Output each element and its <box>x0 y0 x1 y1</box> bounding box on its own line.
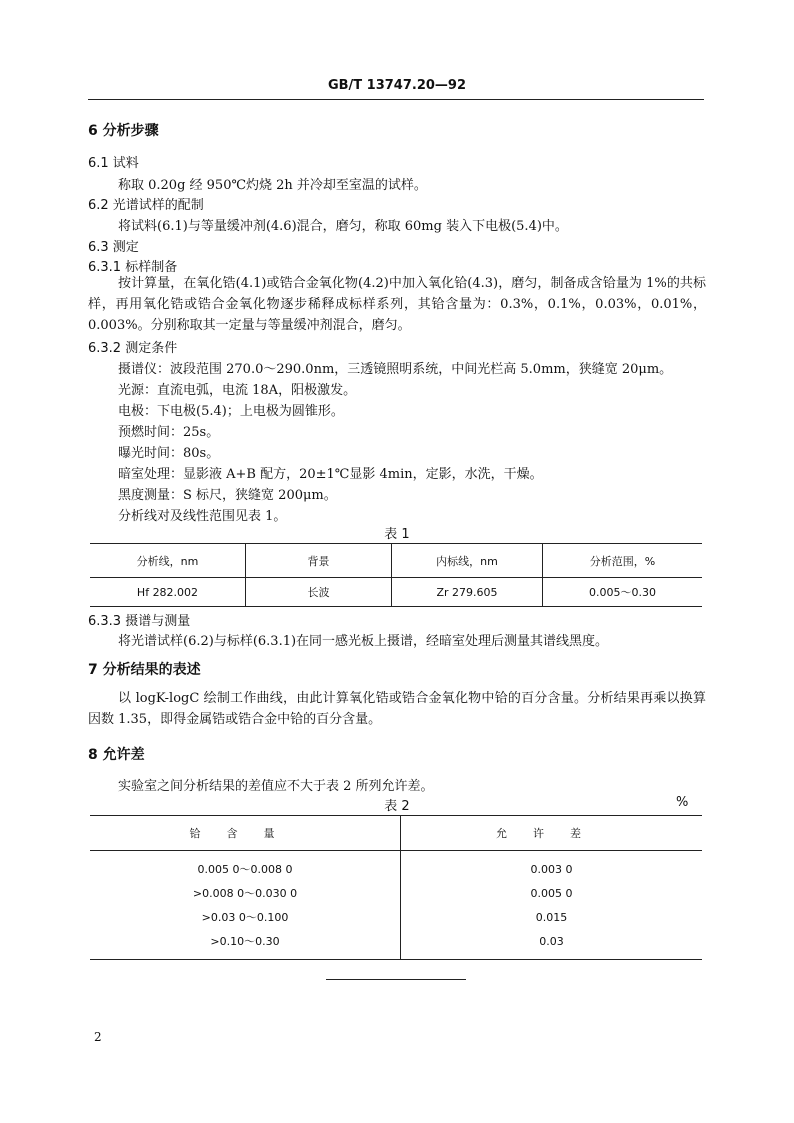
table-cell: 长波 <box>246 578 392 607</box>
table-cell: 0.03 <box>401 929 703 960</box>
table-2-caption: 表 2 <box>384 799 410 814</box>
section-6-3-3-title: 6.3.3 摄谱与测量 <box>88 614 191 629</box>
condition-line: 光源：直流电弧，电流 18A，阳极激发。 <box>118 383 357 398</box>
section-6-3-title: 6.3 测定 <box>88 240 139 255</box>
table-cell: 0.015 <box>401 905 703 929</box>
table-1 <box>90 543 702 607</box>
table-row <box>90 929 702 960</box>
end-rule <box>326 979 466 980</box>
table-header-row <box>90 544 702 578</box>
section-8-title: 8 允许差 <box>88 747 145 763</box>
section-7-text: 以 logK-logC 绘制工作曲线，由此计算氧化锆或锆合金氧化物中铪的百分含量。分析结果再乘以换算因数 1.35，即得金属锆或锆合金中铪的百分含量。 <box>88 691 706 727</box>
condition-line: 摄谱仪：波段范围 270.0～290.0nm，三透镜照明系统，中间光栏高 5.0mm，狭缝宽 20μm。 <box>118 362 673 377</box>
table-row <box>90 881 702 905</box>
table-2 <box>90 815 702 960</box>
section-6-2-text: 将试料(6.1)与等量缓冲剂(4.6)混合，磨匀，称取 60mg 装入下电极(5.4)中。 <box>118 219 568 234</box>
table-cell: Hf 282.002 <box>136 585 199 599</box>
condition-line: 预燃时间：25s。 <box>118 425 220 440</box>
section-6-1-text: 称取 0.20g 经 950℃灼烧 2h 并冷却至室温的试样。 <box>118 178 427 193</box>
table-cell: >0.03 0～0.100 <box>201 911 289 924</box>
section-6-3-1-text: 按计算量，在氧化锆(4.1)或锆合金氧化物(4.2)中加入氧化铪(4.3)，磨匀，制备成含铪量为 1%的共标样，再用氧化锆或锆合金氧化物逐步稀释成标样系列，其铪含量为：0.3%，0.1%，0.03%，0.01%，0.003%。分别称取其一定量与等量缓冲剂混合，磨匀。 <box>88 276 706 333</box>
page-number: 2 <box>94 1030 102 1044</box>
section-8-text: 实验室之间分析结果的差值应不大于表 2 所列允许差。 <box>118 779 434 794</box>
table-cell: Zr 279.605 <box>392 578 543 607</box>
section-6-3-2-title: 6.3.2 测定条件 <box>88 341 178 356</box>
column-header: 分析线，nm <box>90 544 246 578</box>
condition-line: 分析线对及线性范围见表 1。 <box>118 509 287 524</box>
column-header: 内标线，nm <box>392 544 543 578</box>
section-6-3-3-text: 将光谱试样(6.2)与标样(6.3.1)在同一感光板上摄谱，经暗室处理后测量其谱线黑度。 <box>118 634 609 649</box>
section-6-2-title: 6.2 光谱试样的配制 <box>88 198 204 213</box>
column-header: 允许差 <box>401 816 703 851</box>
section-7-title: 7 分析结果的表述 <box>88 662 201 678</box>
table-cell: 0.005 0～0.008 0 <box>197 863 293 876</box>
page-header-code: GB/T 13747.20—92 <box>327 78 467 93</box>
table-row <box>90 905 702 929</box>
column-header: 铪含量 <box>90 816 401 851</box>
condition-line: 电极：下电极(5.4)；上电极为圆锥形。 <box>118 404 344 419</box>
table-cell: 0.005～0.30 <box>543 578 703 607</box>
section-6-title: 6 分析步骤 <box>88 123 159 139</box>
table-2-unit: % <box>676 795 689 810</box>
table-row <box>90 851 702 882</box>
column-header: 背景 <box>246 544 392 578</box>
table-cell: 0.005 0 <box>401 881 703 905</box>
table-cell: >0.008 0～0.030 0 <box>192 887 298 900</box>
condition-line: 暗室处理：显影液 A+B 配方，20±1℃显影 4min，定影，水洗，干燥。 <box>118 467 543 482</box>
header-rule <box>88 99 704 100</box>
condition-line: 曝光时间：80s。 <box>118 446 220 461</box>
table-header-row <box>90 816 702 851</box>
column-header: 分析范围，% <box>543 544 703 578</box>
condition-line: 黑度测量：S 标尺，狭缝宽 200μm。 <box>118 488 337 503</box>
table-cell: >0.10～0.30 <box>210 935 280 948</box>
table-1-caption: 表 1 <box>384 527 410 542</box>
table-row <box>90 578 702 607</box>
section-6-1-title: 6.1 试料 <box>88 156 139 171</box>
section-6-3-1-title: 6.3.1 标样制备 <box>88 260 178 275</box>
table-cell: 0.003 0 <box>401 851 703 882</box>
